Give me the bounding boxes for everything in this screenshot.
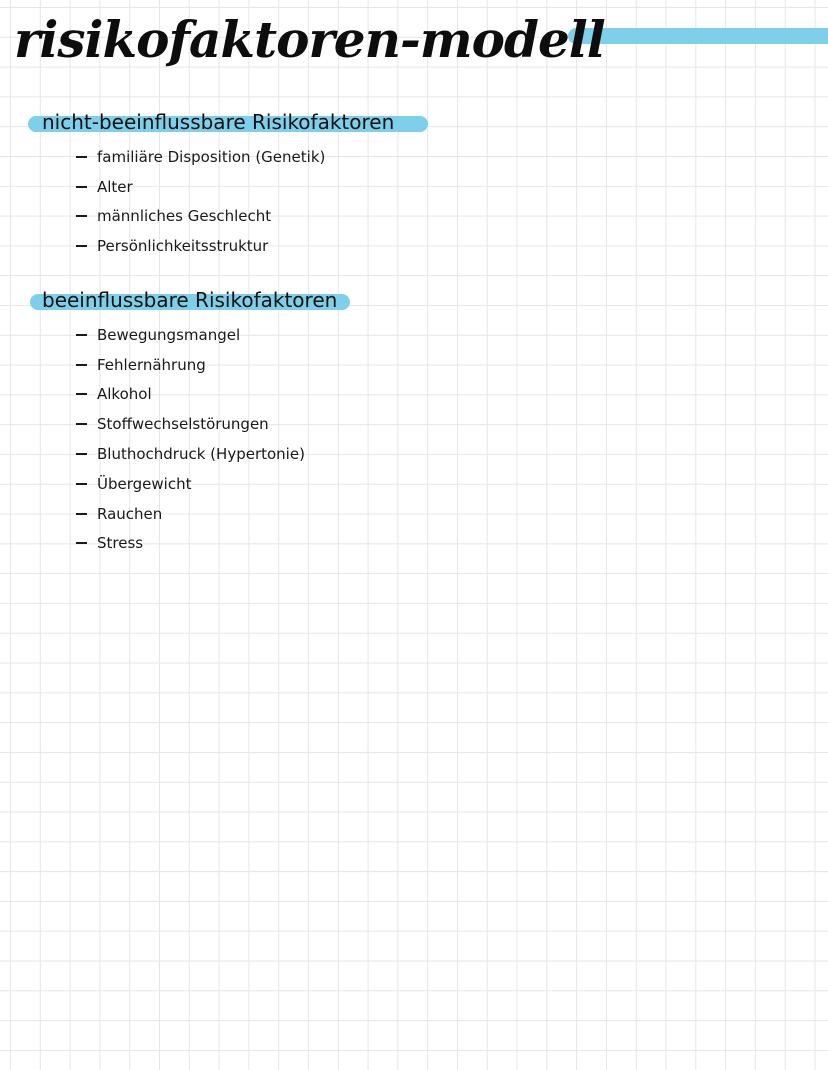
dash-mark — [76, 156, 87, 158]
dash-mark — [76, 186, 87, 188]
list-item-text: Alter — [97, 177, 133, 196]
list-item — [76, 320, 305, 350]
dash-mark — [76, 483, 87, 485]
list-item-text: Persönlichkeitsstruktur — [97, 237, 269, 256]
list-item — [76, 380, 305, 410]
dash-mark — [76, 334, 87, 336]
list-item — [76, 469, 305, 499]
risk-list-beeinflussbar — [76, 320, 305, 558]
list-item-text: Fehlernährung — [97, 355, 206, 374]
section-heading-beeinflussbar: beeinflussbare Risikofaktoren — [42, 288, 338, 312]
list-item-text: Stress — [97, 534, 144, 553]
list-item — [76, 202, 325, 232]
title-highlight-bar — [568, 28, 828, 44]
list-item — [76, 499, 305, 529]
list-item — [76, 350, 305, 380]
list-item — [76, 231, 325, 261]
list-item-text: Übergewicht — [97, 474, 192, 493]
list-item — [76, 172, 325, 202]
list-item-text: Rauchen — [97, 504, 163, 523]
section-heading-nicht-beeinflussbar: nicht-beeinflussbare Risikofaktoren — [42, 110, 395, 134]
list-item-text: Stoffwechselstörungen — [97, 415, 269, 434]
list-item — [76, 142, 325, 172]
list-item-text: Bluthochdruck (Hypertonie) — [97, 445, 305, 464]
dash-mark — [76, 245, 87, 247]
list-item-text: männliches Geschlecht — [97, 207, 272, 226]
dash-mark — [76, 215, 87, 217]
dash-mark — [76, 364, 87, 366]
list-item — [76, 439, 305, 469]
list-item-text: familiäre Disposition (Genetik) — [97, 147, 326, 166]
risk-list-nicht-beeinflussbar — [76, 142, 325, 261]
list-item-text: Alkohol — [97, 385, 152, 404]
dash-mark — [76, 423, 87, 425]
list-item — [76, 409, 305, 439]
dash-mark — [76, 393, 87, 395]
dash-mark — [76, 453, 87, 455]
dash-mark — [76, 513, 87, 515]
list-item-text: Bewegungsmangel — [97, 325, 241, 344]
dash-mark — [76, 542, 87, 544]
list-item — [76, 529, 305, 559]
page-title: risikofaktoren-modell — [14, 10, 605, 69]
